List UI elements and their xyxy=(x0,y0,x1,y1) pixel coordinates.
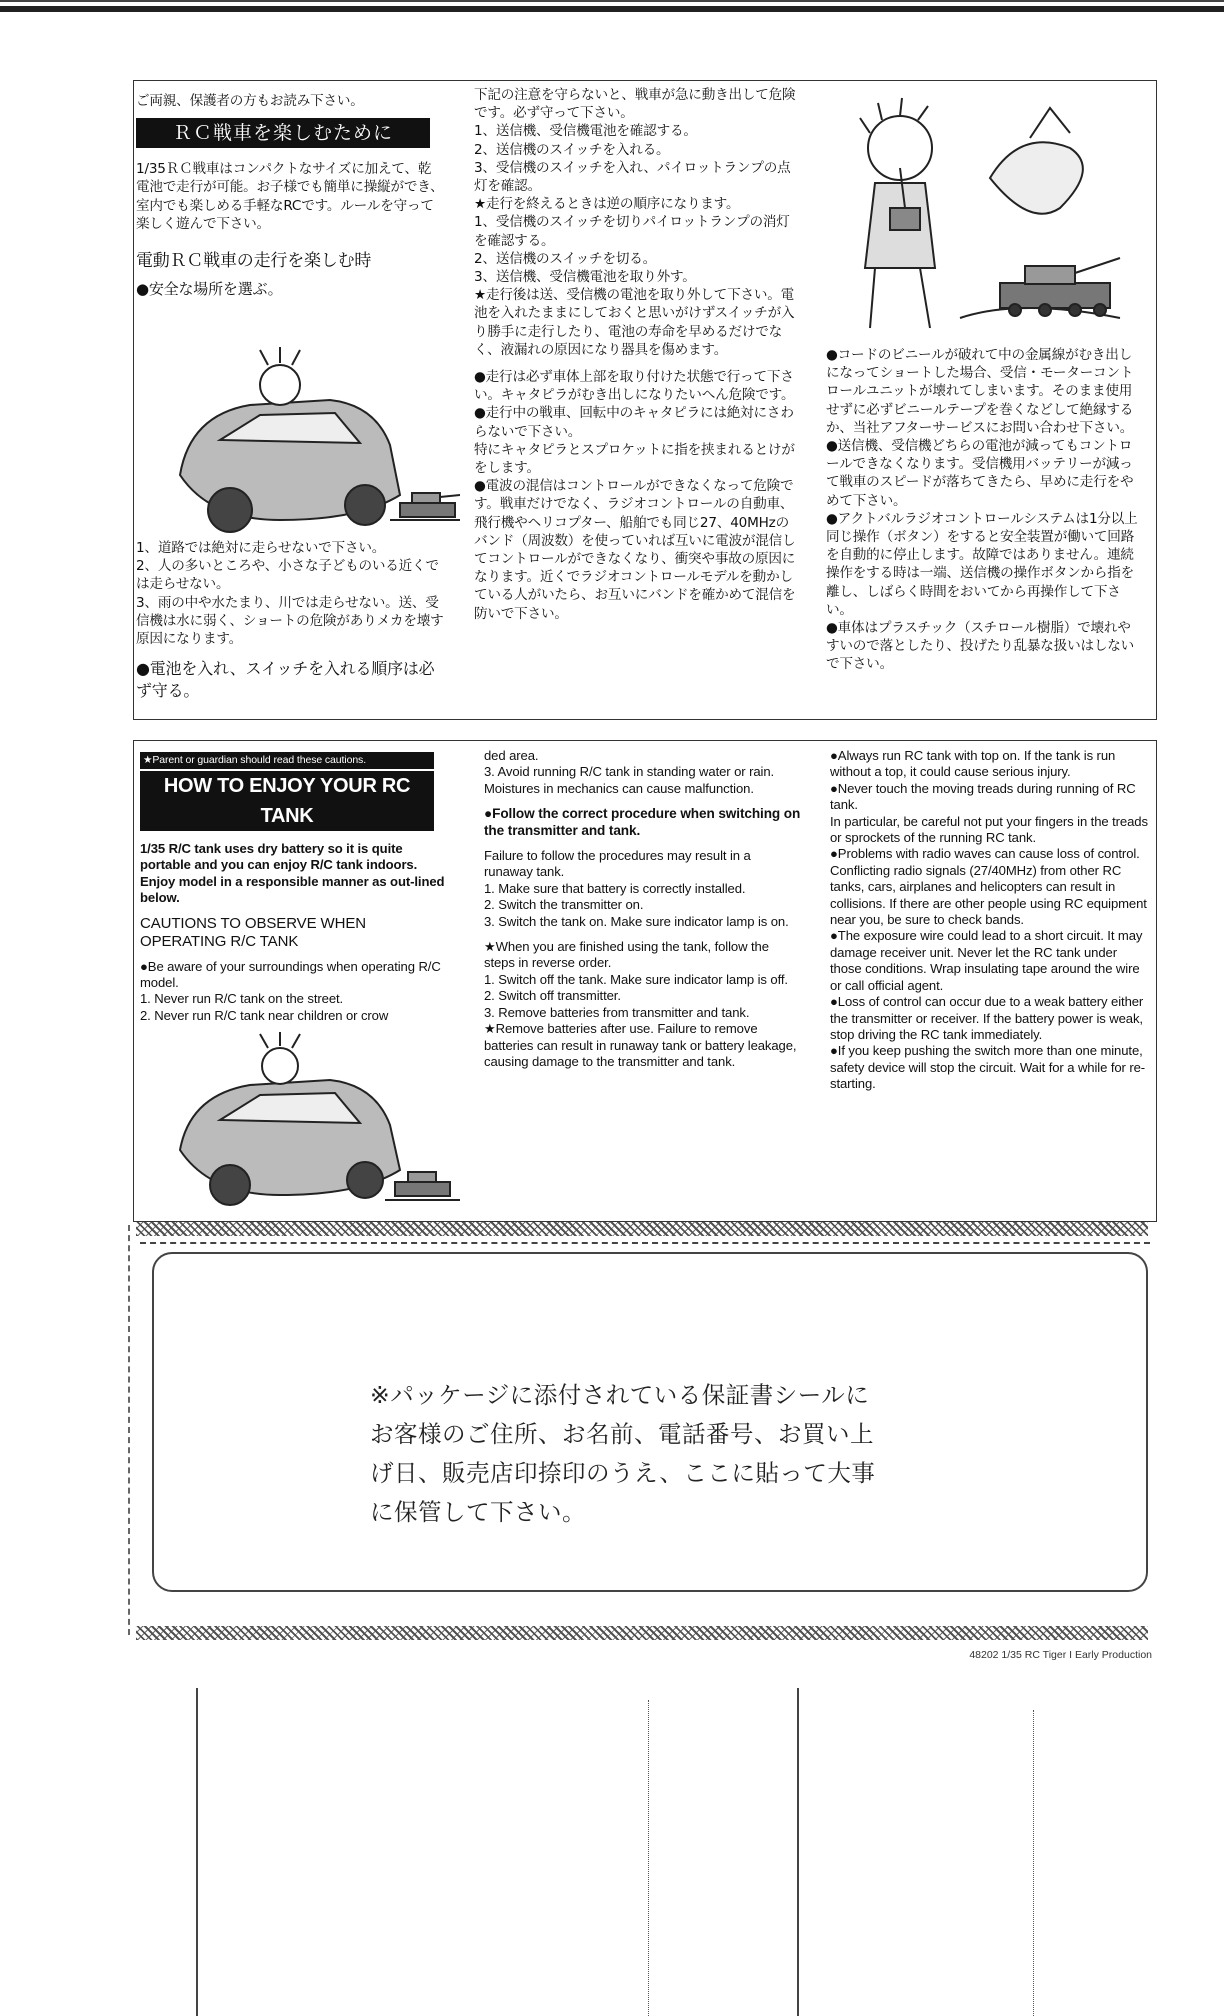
en-on-step-2: 2. Switch the transmitter on. xyxy=(484,897,644,913)
jp-step-off-2: 2、送信機のスイッチを切る。 xyxy=(474,250,657,267)
jp-treads: ●走行中の戦車、回転中のキャタピラには絶対にさわらないで下さい。 xyxy=(474,405,794,440)
en-failure: Failure to follow the procedures may result in a runaway tank. xyxy=(484,848,751,880)
en-radio: ●Problems with radio waves can cause loss of control. Conflicting radio signals (27/40MHz) from other RC tanks, cars, airplanes and helicopters can result in collisions. If there are other people using RC equipment near you, be sure to check bands. xyxy=(830,846,1147,928)
en-treads: ●Never touch the moving treads during running of RC tank. xyxy=(830,780,1136,813)
car-crash-illustration xyxy=(160,345,460,550)
jp-step-on-1: 1、送信機、受信機電池を確認する。 xyxy=(474,123,697,140)
en-title: HOW TO ENJOY YOUR RC TANK xyxy=(140,771,434,831)
en-column-3 xyxy=(830,748,1148,1093)
en-column-2 xyxy=(484,748,802,1070)
jp-top-on: ●走行は必ず車体上部を取り付けた状態で行って下さい。キャタピラがむき出しになりたいへん危険です。 xyxy=(474,369,795,404)
jp-safety-system: ●アクトバルラジオコントロールシステムは1分以上同じ操作（ボタン）をすると安全装置が働いて回路を自動的に停止します。故障ではありません。連続操作をする時は一端、送信機の操作ボタンから指を離し、しばらく時間をおいてから再操作して下さい。 xyxy=(826,510,1138,618)
jp-radio: ●電波の混信はコントロールができなくなって危険です。戦車だけでなく、ラジオコントロールの自動車、飛行機やヘリコプター、船舶でも同じ27、40MHzのバンド（周波数）を使っていれば互いに電波が混信してコントロールができなくなり、衝突や事故の原因になります。近くでラジオコントロールモデルを動かしている人がいたら、お互いにバンドを確かめて混信を防いで下さい。 xyxy=(474,478,796,622)
jp-title: ＲＣ戦車を楽しむために xyxy=(136,118,430,148)
car-crash-illustration-en xyxy=(160,1030,460,1220)
jp-p1: 下記の注意を守らないと、戦車が急に動き出して危険です。必ず守って下さい。 xyxy=(474,87,796,122)
jp-body: 1/35ＲＣ戦車はコンパクトなサイズに加えて、乾電池で走行が可能。お子様でも簡単に操縦ができ、室内でも楽しめる手軽なRCです。ルールを守って楽しく遊んで下さい。 xyxy=(136,161,444,232)
jp-rule-1: 1、道路では絶対に走らせないで下さい。 xyxy=(136,540,386,557)
en-rule-2: 2. Never run R/C tank near children or crow xyxy=(140,1007,389,1023)
en-on-step-3: 3. Switch the tank on. Make sure indicator lamp is on. xyxy=(484,913,789,929)
en-follow: ●Follow the correct procedure when switching on the transmitter and tank. xyxy=(484,806,801,838)
jp-column-3 xyxy=(826,346,1144,674)
jp-column-2 xyxy=(474,86,800,623)
jp-plastic: ●車体はプラスチック（スチロール樹脂）で壊れやすいので落としたり、投げたり乱暴な扱いはしないで下さい。 xyxy=(826,620,1135,673)
en-wire: ●The exposure wire could lead to a short circuit. It may damage receiver unit. Never let the RC tank under those conditions. Wrap insulating tape around the wire or call official agent. xyxy=(830,928,1143,993)
jp-remove-note: ★走行後は送、受信機の電池を取り外して下さい。電池を入れたままにしておくと思いがけずスイッチが入り勝手に走行したり、電池の寿命を早めるだけでなく、液漏れの原因になり器具を傷めます。 xyxy=(474,287,795,358)
cut-line-top xyxy=(140,1242,1150,1244)
warranty-line-1: ※パッケージに添付されている保証書シールに xyxy=(370,1381,870,1409)
en-column-1 xyxy=(140,752,446,1024)
warranty-line-3: げ日、販売店印捺印のうえ、ここに貼って大事 xyxy=(370,1459,876,1487)
jp-step-on-2: 2、送信機のスイッチを入れる。 xyxy=(474,141,670,158)
top-border-thin xyxy=(0,0,1224,2)
top-border-thick xyxy=(0,6,1224,12)
en-aware: ●Be aware of your surroundings when operating R/C model. xyxy=(140,958,441,991)
page-edge-right xyxy=(797,1688,799,2016)
jp-intro: ご両親、保護者の方もお読み下さい。 xyxy=(136,93,364,109)
warranty-line-2: お客様のご住所、お名前、電話番号、お買い上 xyxy=(370,1420,874,1448)
jp-rule-3: 3、雨の中や水たまり、川では走らせない。送、受信機は水に弱く、ショートの危険がありメカを壊す原因になります。 xyxy=(136,594,444,648)
footer-product-code: 48202 1/35 RC Tiger I Early Production xyxy=(969,1649,1152,1661)
page-edge-left xyxy=(196,1688,198,2016)
en-banner: ★Parent or guardian should read these cautions. xyxy=(140,752,434,769)
jp-step-on-3: 3、受信機のスイッチを入れ、パイロットランプの点灯を確認。 xyxy=(474,159,791,195)
en-top-on: ●Always run RC tank with top on. If the tank is run without a top, it could cause serious injury. xyxy=(830,748,1116,780)
jp-battery-order: ●電池を入れ、スイッチを入れる順序は必ず守る。 xyxy=(136,659,435,701)
en-finished: ★When you are finished using the tank, follow the steps in reverse order. xyxy=(484,939,769,971)
en-control: ●Loss of control can occur due to a weak battery either the transmitter or receiver. If the battery power is weak, stop driving the RC tank immediately. xyxy=(830,994,1144,1042)
jp-step-off-1: 1、受信機のスイッチを切りパイロットランプの消灯を確認する。 xyxy=(474,214,790,249)
en-cont: ded area. xyxy=(484,748,539,763)
warranty-text xyxy=(370,1376,875,1532)
en-on-step-1: 1. Make sure that battery is correctly installed. xyxy=(484,880,746,896)
fold-line-2 xyxy=(1033,1710,1034,2016)
jp-rule-2: 2、人の多いところや、小さな子どものいる近くでは走らせない。 xyxy=(136,558,439,593)
en-cautions-heading: CAUTIONS TO OBSERVE WHEN OPERATING R/C TANK xyxy=(140,914,366,950)
en-fingers: In particular, be careful not put your fingers in the treads or sprockets of the running RC tank. xyxy=(830,813,1148,846)
jp-wire: ●コードのビニールが破れて中の金属線がむき出しになってショートした場合、受信・モーターコントロールユニットが壊れてしまいます。そのまま使用せずに必ずビニールテープを巻くなどして絶縁するか、当社アフターサービスにお問い合わせ下さい。 xyxy=(826,347,1134,436)
jp-safe-place: ●安全な場所を選ぶ。 xyxy=(136,280,283,299)
cut-line-left xyxy=(128,1225,130,1635)
fold-line-1 xyxy=(648,1700,649,2016)
jp-finish: ★走行を終えるときは逆の順序になります。 xyxy=(474,196,740,213)
decorative-band-bottom xyxy=(136,1626,1148,1640)
en-off-step-3: 3. Remove batteries from transmitter and tank. xyxy=(484,1004,750,1020)
jp-fingers: 特にキャタピラとスプロケットに指を挟まれるとけがをします。 xyxy=(474,441,795,477)
jp-step-off-3: 3、送信機、受信機電池を取り外す。 xyxy=(474,269,696,286)
boy-with-tank-illustration xyxy=(820,88,1140,338)
en-intro: 1/35 R/C tank uses dry battery so it is quite portable and you can enjoy R/C tank indoors. Enjoy model in a responsible manner as out-lined below. xyxy=(140,841,445,906)
en-off-step-1: 1. Switch off the tank. Make sure indicator lamp is off. xyxy=(484,971,788,987)
en-safety: ●If you keep pushing the switch more than one minute, safety device will stop the circuit. Wait for a while for re-starting. xyxy=(830,1043,1146,1092)
jp-weak-battery: ●送信機、受信機どちらの電池が減ってもコントロールできなくなります。受信機用バッテリーが減って戦車のスピードが落ちてきたら、早めに走行をやめて下さい。 xyxy=(826,438,1134,509)
en-rule-3: 3. Avoid running R/C tank in standing water or rain. Moistures in mechanics can cause malfunction. xyxy=(484,764,775,796)
en-rule-1: 1. Never run R/C tank on the street. xyxy=(140,991,344,1007)
warranty-line-4: に保管して下さい。 xyxy=(370,1498,586,1526)
en-off-step-2: 2. Switch off transmitter. xyxy=(484,988,621,1004)
en-remove: ★Remove batteries after use. Failure to remove batteries can result in runaway tank or battery leakage, causing damage to the transmitter and tank. xyxy=(484,1021,797,1069)
jp-heading: 電動ＲＣ戦車の走行を楽しむ時 xyxy=(136,251,372,272)
decorative-band-top xyxy=(136,1222,1148,1236)
